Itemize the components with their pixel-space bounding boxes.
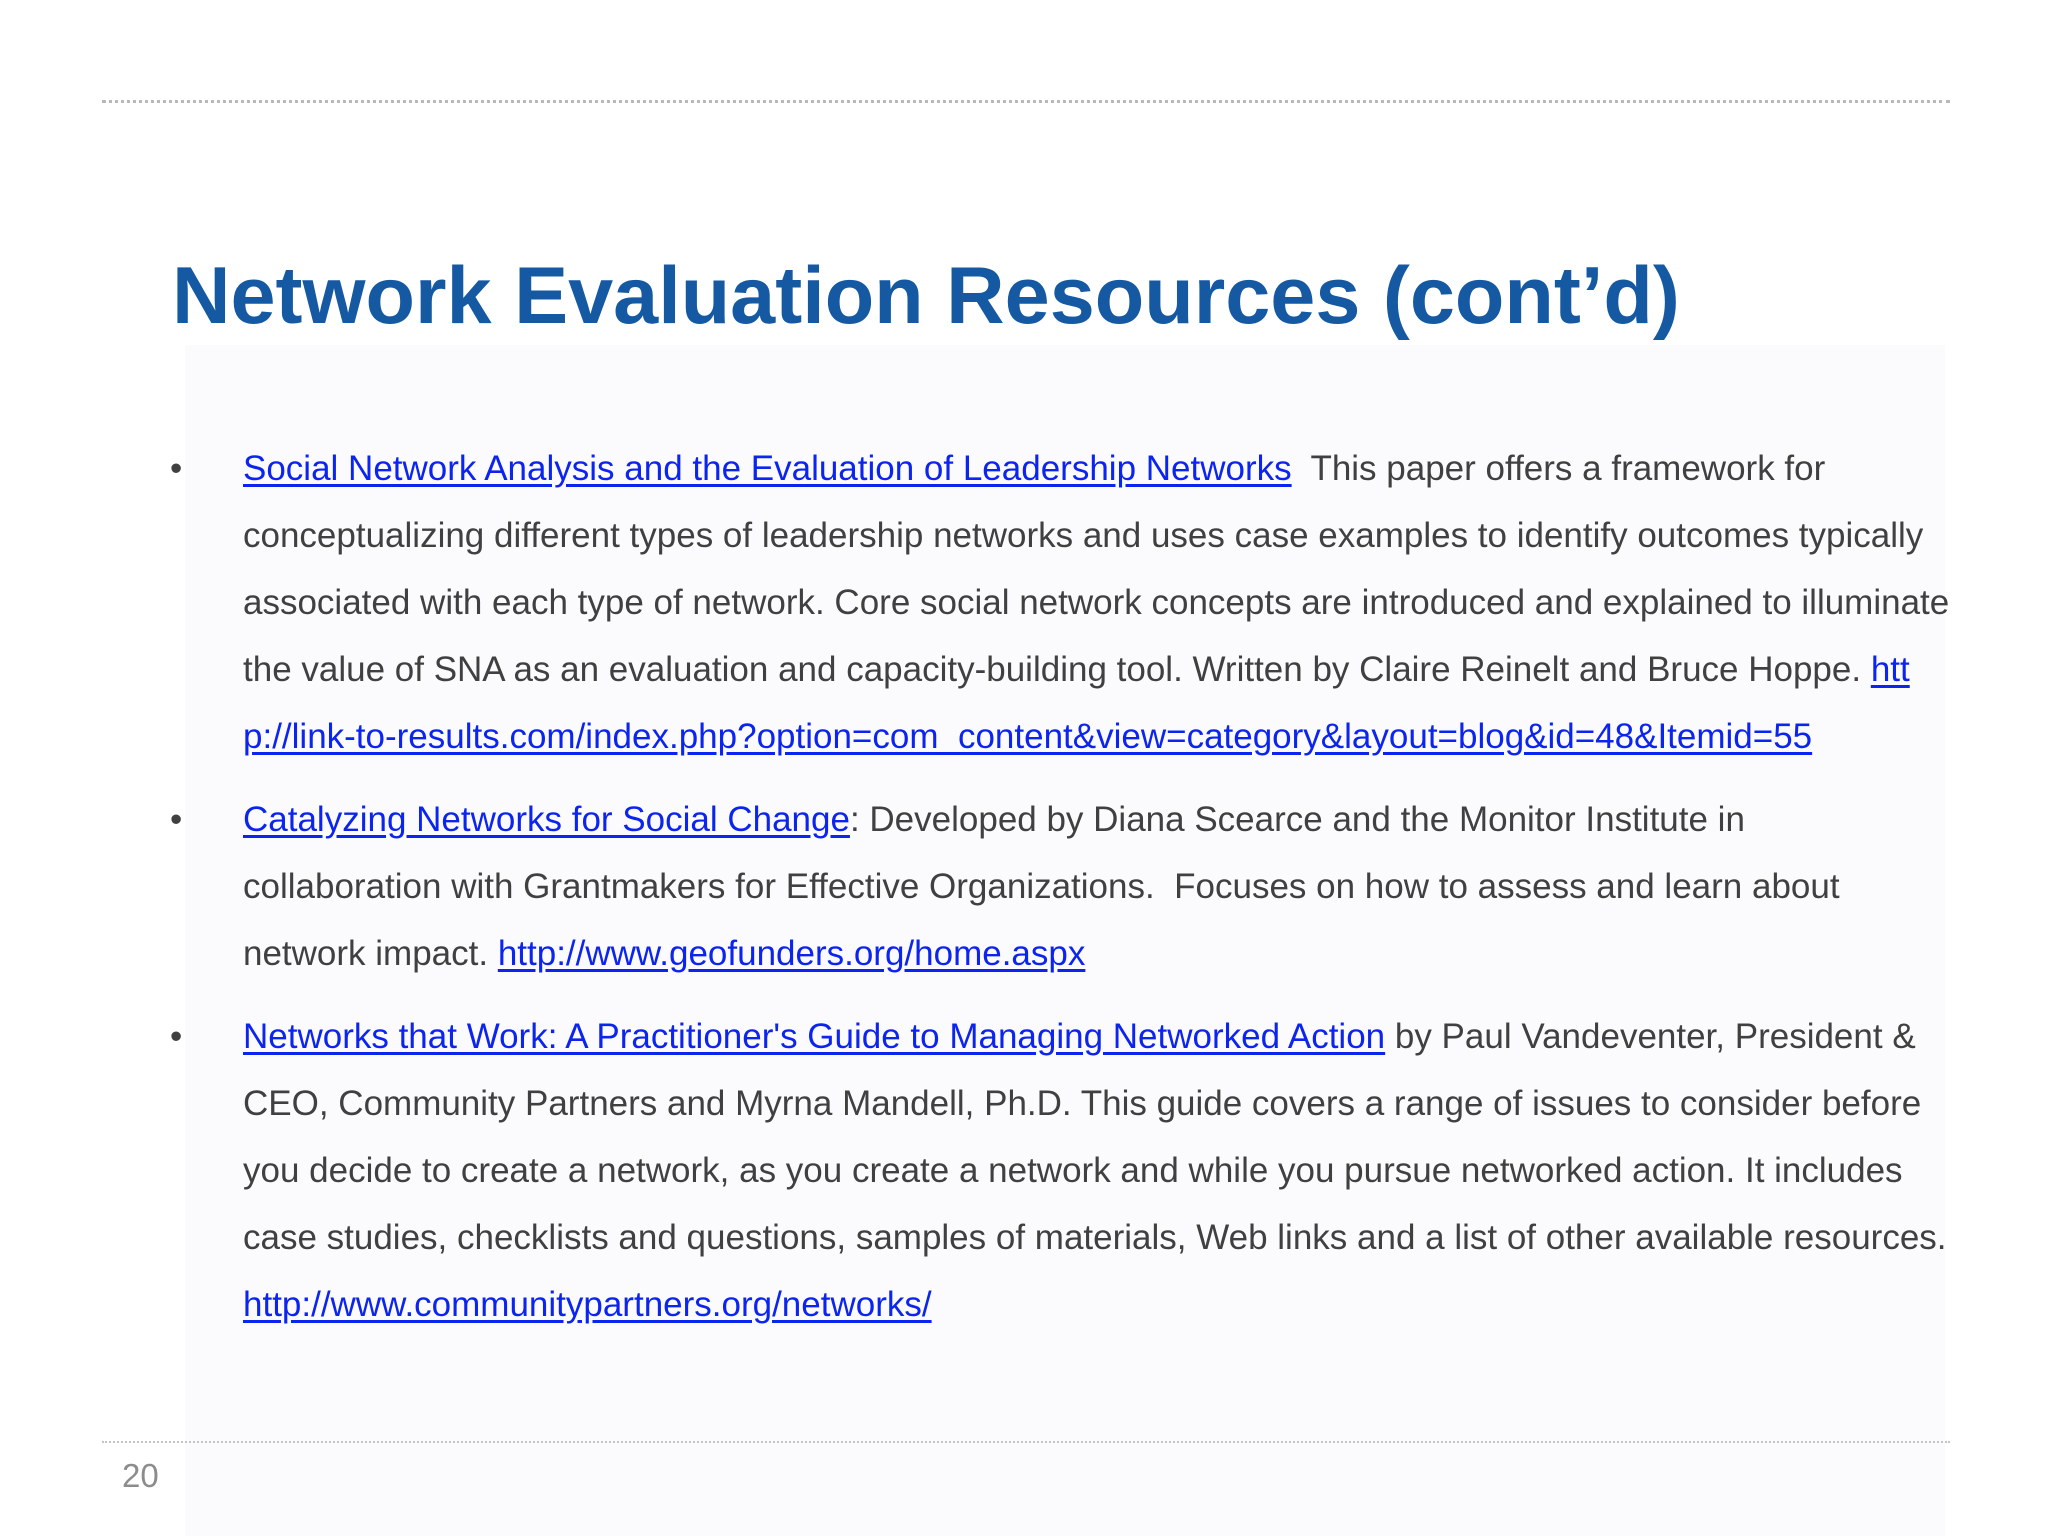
resource-list: [170, 435, 1966, 1354]
resource-url-link[interactable]: http://www.communitypartners.org/networks/: [243, 1285, 932, 1324]
resource-description: This paper offers a framework for conceptualizing different types of leadership networks and uses case examples to identify outcomes typically associated with each type of network. Core social network concepts are introduced and explained to illuminate the value of SNA as an evaluation and capacity-building tool. Written by Claire Reinelt and Bruce Hoppe.: [243, 449, 1959, 689]
list-item: [170, 786, 1950, 987]
resource-url-link[interactable]: http://www.geofunders.org/home.aspx: [497, 934, 1086, 973]
slide-title: Network Evaluation Resources (cont’d): [172, 251, 1680, 341]
resource-title-link[interactable]: Networks that Work: A Practitioner's Guide to Managing Networked Action: [243, 1017, 1386, 1056]
page-number: 20: [122, 1457, 159, 1494]
resource-title-link[interactable]: Catalyzing Networks for Social Change: [243, 800, 850, 839]
resource-url-link[interactable]: http://link-to-results.com/index.php?option=com_content&view=category&layout=blog&id=48&Itemid=55: [243, 650, 1910, 756]
bullet-body: [243, 435, 1959, 770]
resource-description: : Developed by Diana Scearce and the Monitor Institute in collaboration with Grantmakers for Effective Organizations. Focuses on how to assess and learn about network impact.: [243, 800, 1850, 973]
bottom-dotted-divider: [102, 1441, 1950, 1443]
bullet-icon: •: [170, 449, 183, 488]
resource-description: by Paul Vandeventer, President & CEO, Community Partners and Myrna Mandell, Ph.D. This guide covers a range of issues to consider before you decide to create a network, as you create a network and while you pursue networked action. It includes case studies, checklists and questions, samples of materials, Web links and a list of other available resources.: [243, 1017, 1966, 1257]
bullet-icon: •: [170, 800, 183, 839]
resource-title-link[interactable]: Social Network Analysis and the Evaluation of Leadership Networks: [243, 449, 1292, 488]
bullet-body: [243, 786, 1950, 987]
list-item: [170, 435, 1959, 770]
bullet-body: [243, 1003, 1966, 1338]
list-item: [170, 1003, 1966, 1338]
top-dotted-divider: [102, 100, 1950, 103]
bullet-icon: •: [170, 1017, 183, 1056]
